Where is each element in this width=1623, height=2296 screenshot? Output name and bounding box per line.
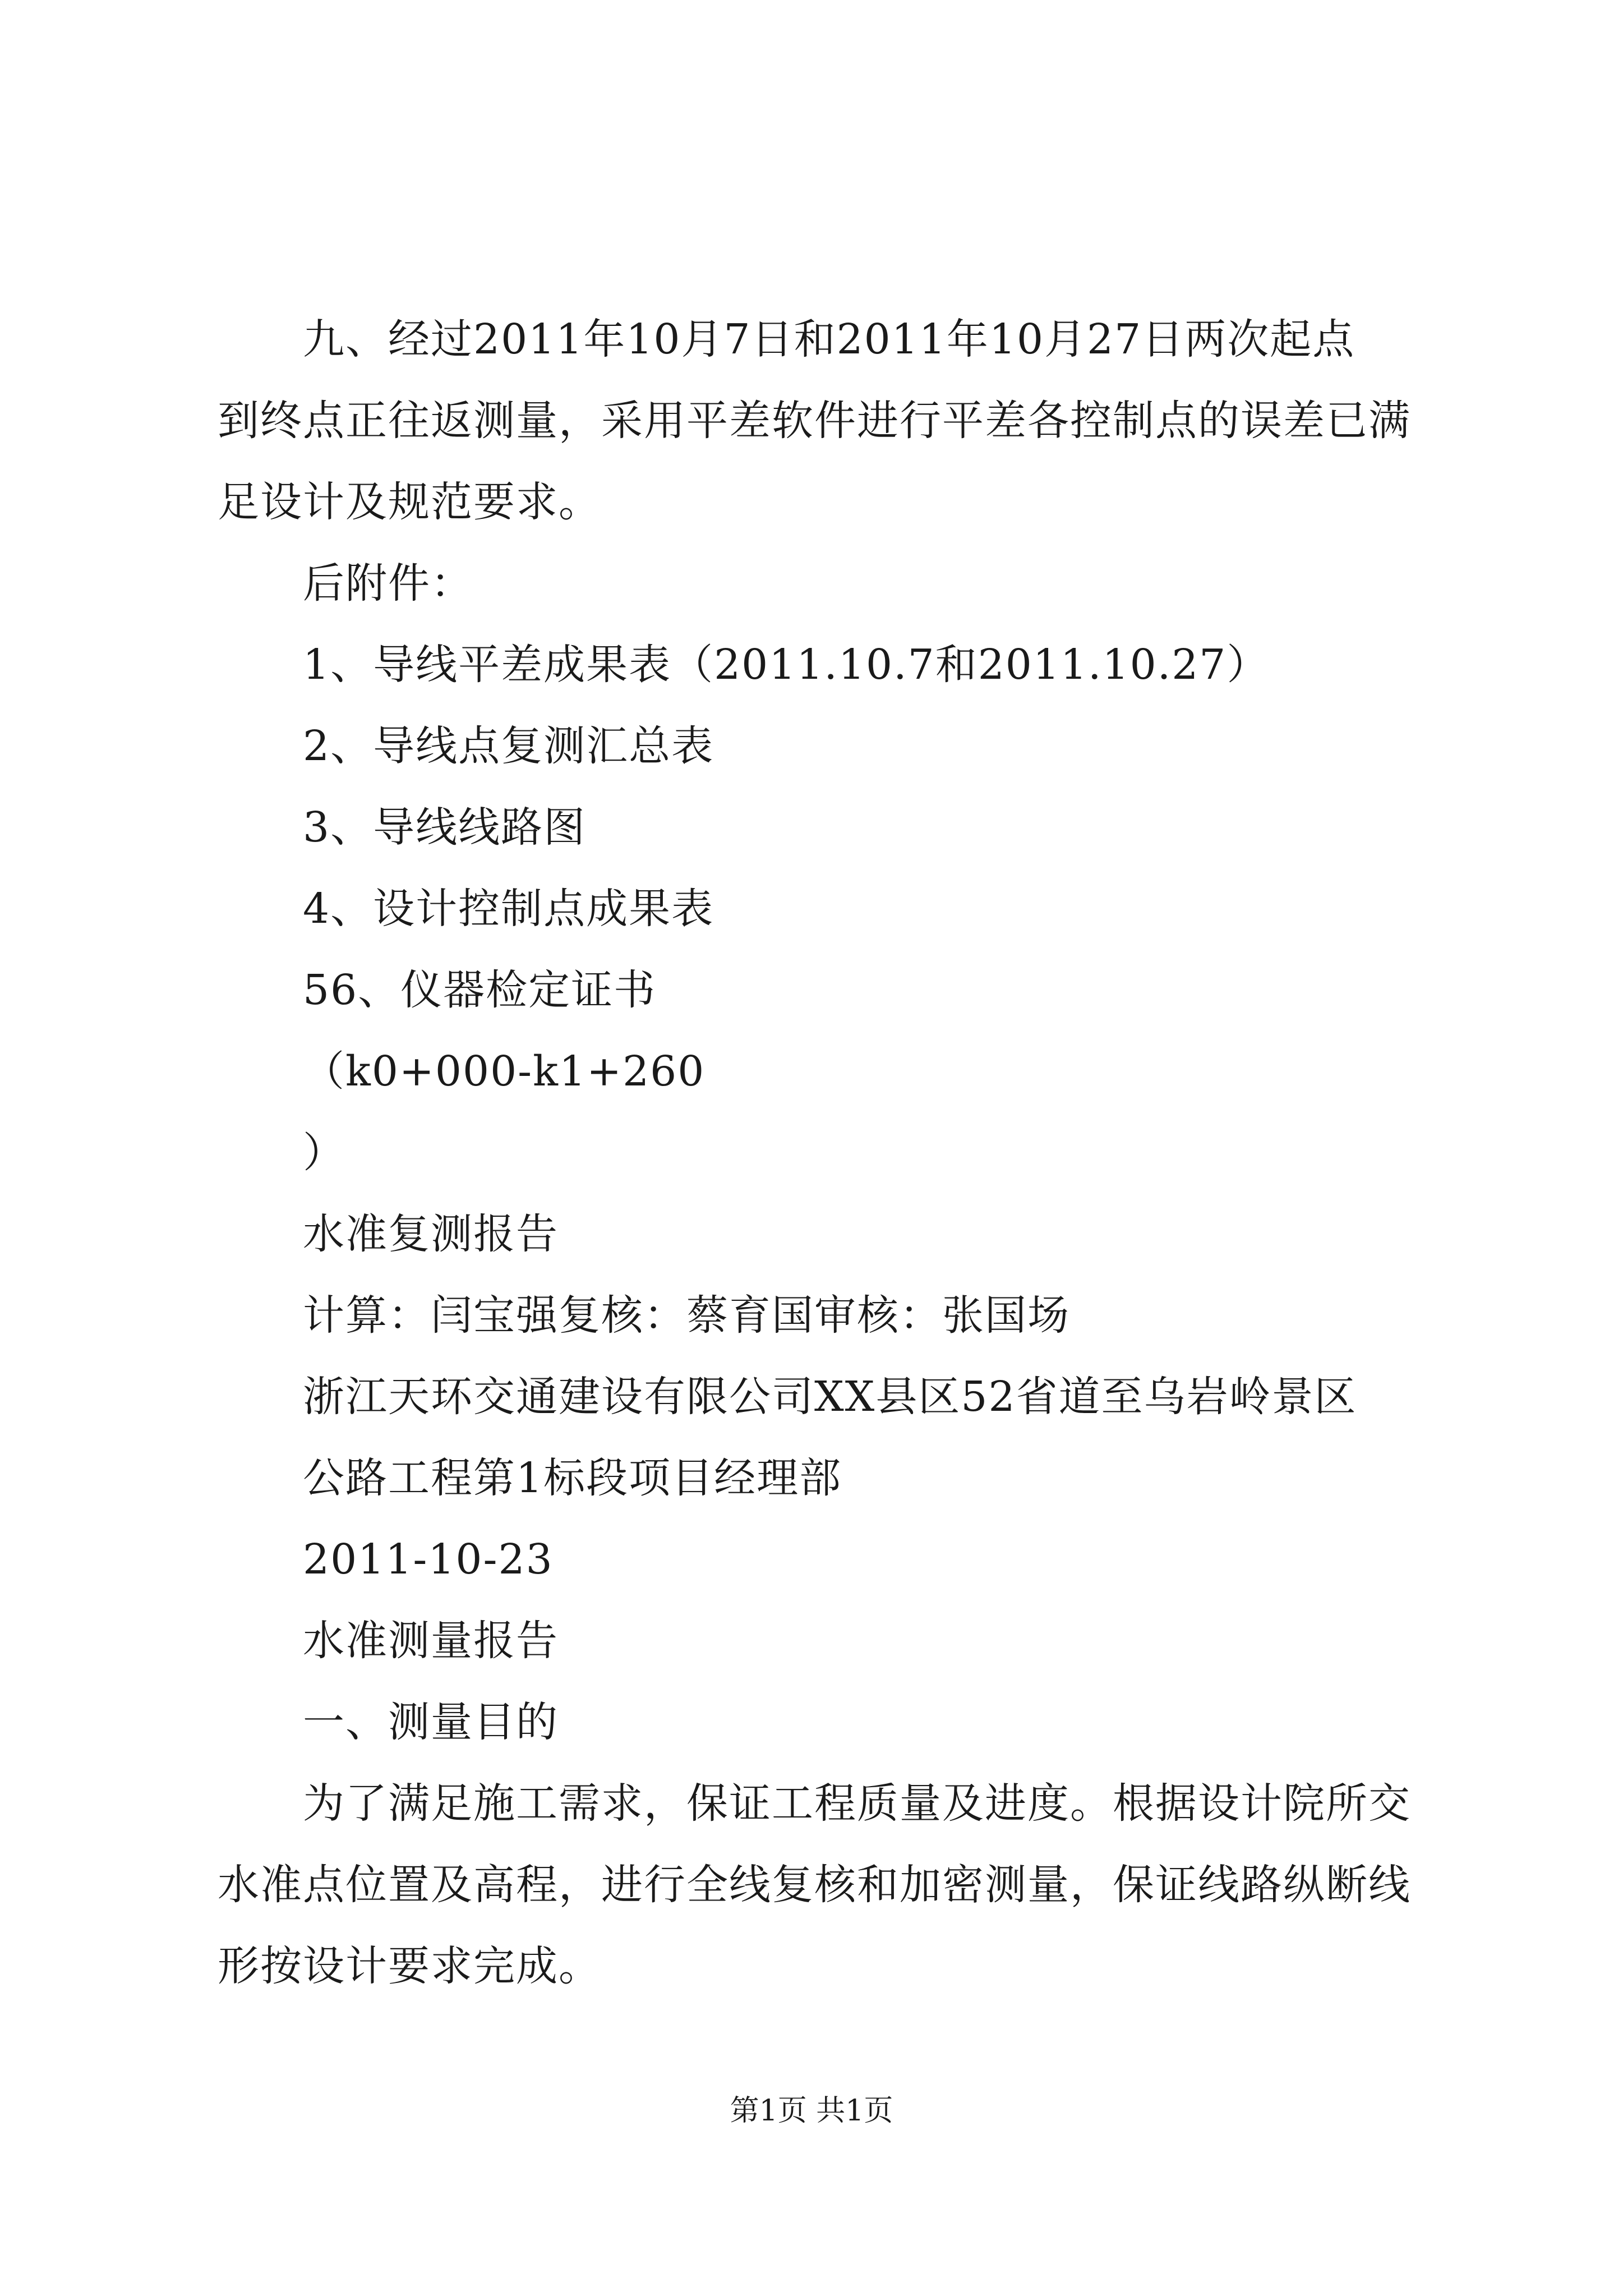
signatories-line: 计算：闫宝强复核：蔡育国审核：张国场	[303, 1291, 1070, 1340]
company-line-2: 公路工程第1标段项目经理部	[303, 1454, 842, 1502]
attachment-item-2: 2、导线点复测汇总表	[303, 722, 714, 770]
chainage-range-line-2: ）	[303, 1129, 345, 1177]
page-footer: 第1页 共1页	[730, 2094, 893, 2128]
purpose-paragraph-line-2: 水准点位置及高程，进行全线复核和加密测量，保证线路纵断线	[218, 1861, 1411, 1909]
company-line-1: 浙江天环交通建设有限公司XX县区52省道至乌岩岭景区	[303, 1373, 1357, 1421]
paragraph-nine-line-2: 到终点正往返测量，采用平差软件进行平差各控制点的误差已满	[218, 397, 1411, 445]
paragraph-nine-line-3: 足设计及规范要求。	[218, 478, 601, 526]
attachment-item-1: 1、导线平差成果表（2011.10.7和2011.10.27）	[303, 641, 1270, 689]
attachments-heading: 后附件：	[303, 559, 473, 608]
purpose-paragraph-line-1: 为了满足施工需求，保证工程质量及进度。根据设计院所交	[303, 1779, 1411, 1828]
report-title-review: 水准复测报告	[303, 1210, 559, 1258]
attachment-item-4: 4、设计控制点成果表	[303, 885, 714, 933]
report-title-survey: 水准测量报告	[303, 1617, 559, 1665]
paragraph-nine-line-1: 九、经过2011年10月7日和2011年10月27日两次起点	[303, 315, 1355, 364]
chainage-range-line-1: （k0+000-k1+260	[303, 1047, 706, 1096]
attachment-item-5: 56、仪器检定证书	[303, 966, 657, 1014]
purpose-paragraph-line-3: 形按设计要求完成。	[218, 1942, 601, 1990]
report-date: 2011-10-23	[303, 1535, 554, 1584]
section-heading-purpose: 一、测量目的	[303, 1698, 559, 1746]
attachment-item-3: 3、导线线路图	[303, 803, 587, 852]
